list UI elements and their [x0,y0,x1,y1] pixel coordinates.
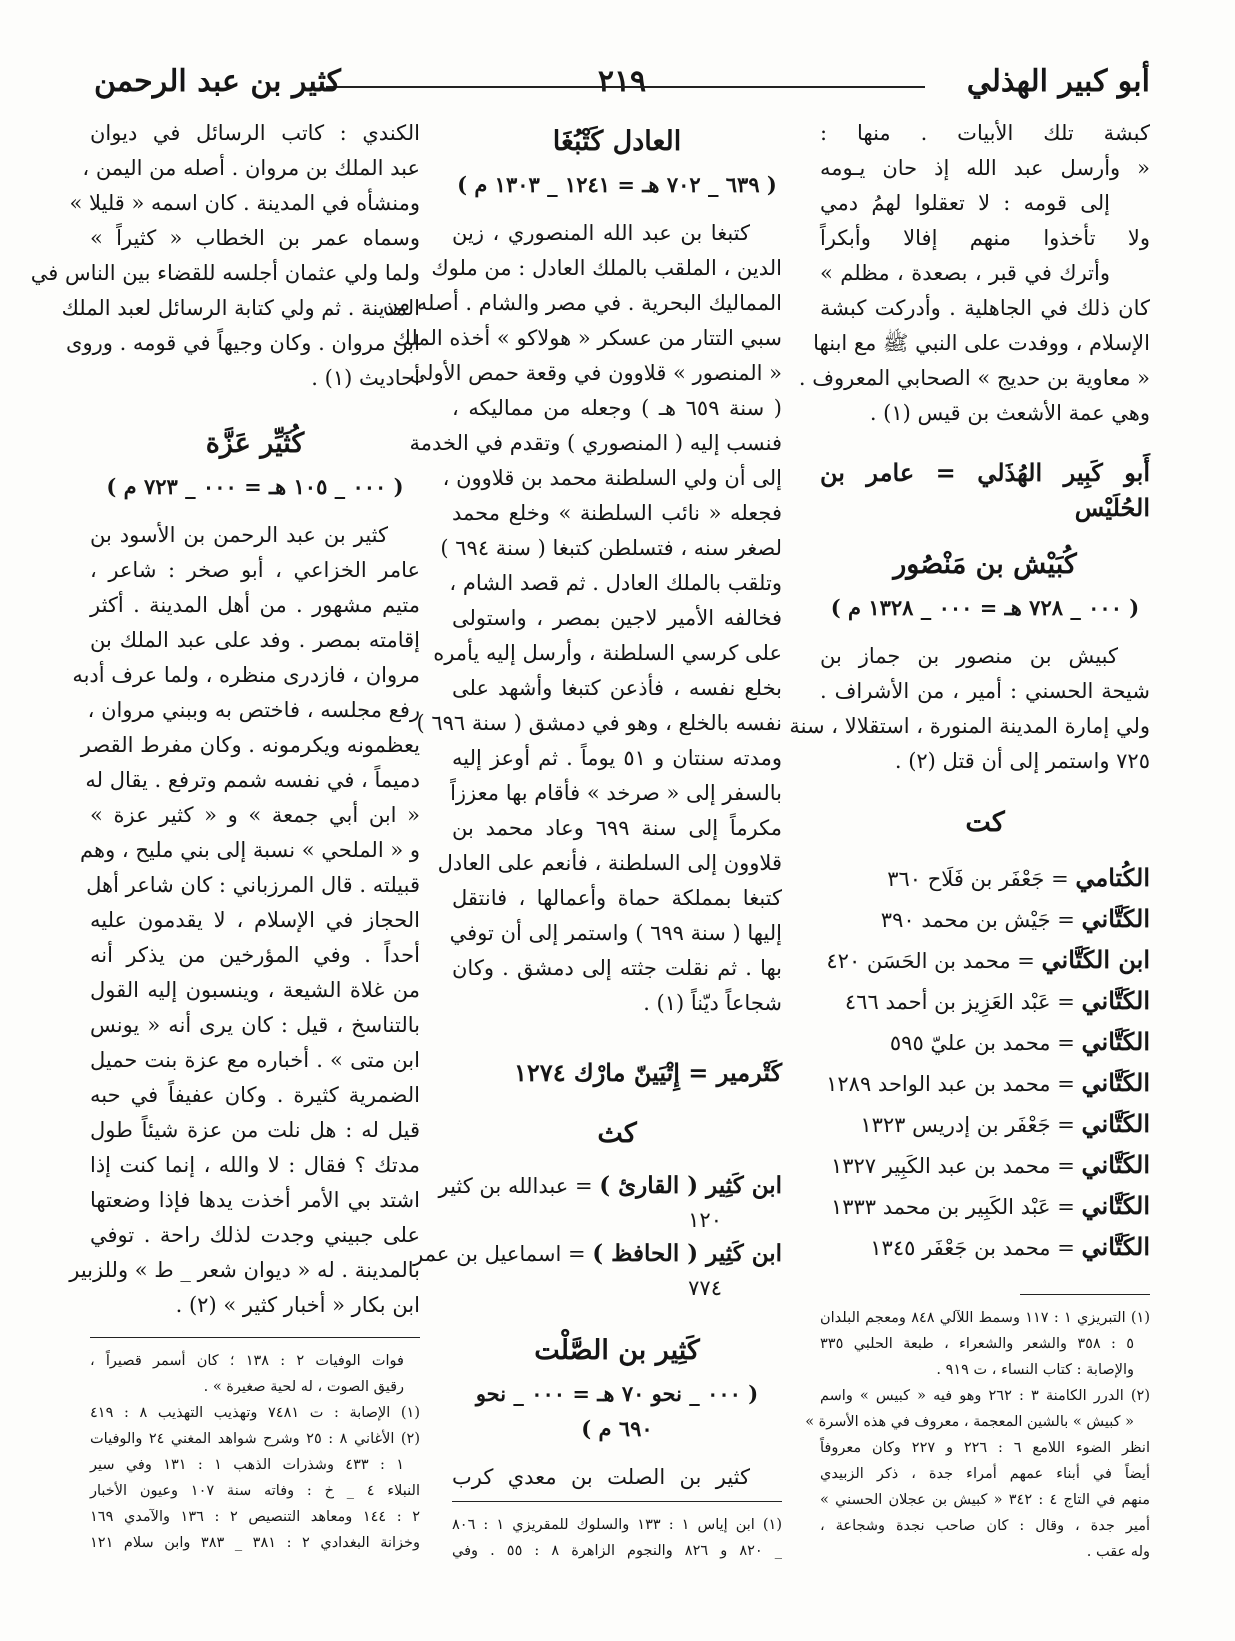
footnote-line: والإصابة : كتاب النساء ، ت ٩١٩ . [936,1362,1134,1378]
text-line: شجاعاً ديّناً (١) . [643,991,782,1015]
text-line: مروان ، فازدرى منظره ، ولما عرف أدبه [72,663,420,687]
entry-title-katbugha: العادل كَتْبُغَا [552,126,682,157]
xref-ref: جَيْش بن محمد ٣٩٠ [880,908,1051,932]
continued-entry-kindi [30,116,420,396]
footnote-line: أمير جدة ، وقال : كان صاحب نجدة وشجاعة ، [820,1518,1150,1534]
text-line: ومنشأه في المدينة . كان اسمه « قليلا » [69,191,420,215]
text-line: إلى أن ولي السلطنة محمد بن قلاوون ، [442,466,782,490]
footnote-line: (١) التبريزي ١ : ١١٧ وسمط اللآلي ٨٤٨ ومعجم البلدان [820,1310,1150,1326]
xref-item: الكَتَّاني = محمد بن عبد الكَبِير ١٣٢٧ [830,1150,1150,1179]
entry-dates-kathir-salt-cont: ٦٩٠ م ) [581,1416,653,1441]
text-line: على جبيني وجدت لذلك راحة . توفي [90,1223,420,1247]
text-line: « وأرسل عبد الله إذ حان يـومه [820,156,1150,180]
text-line: فخالفه الأمير لاجين بمصر ، واستولى [452,606,782,630]
text-line: الإسلام ، ووفدت على النبي ﷺ مع ابنها [813,331,1150,355]
crossref-quatremere: كَتْرمير = إِتْيَينّ مارْك ١٢٧٤ [514,1058,782,1087]
footnotes-right [805,1305,1151,1565]
footnote-rule [90,1337,420,1338]
footnote-line: (١) الإصابة : ت ٧٤٨١ وتهذيب التهذيب ٨ : ٤١٩ [90,1405,421,1421]
header-right-title: أبو كبير الهذلي [966,64,1150,99]
text-line: إلى قومه : لا تعقلوا لهمُ دمي [820,191,1110,215]
kattani-xref-list [820,858,1150,1268]
xref-name: ابن الكَتَّاني [1041,945,1150,974]
footnotes-middle [452,1512,782,1564]
text-line: قبيلته . قال المرزباني : كان شاعر أهل [86,873,420,897]
text-line: عبد الملك بن مروان . أصله من اليمن ، [82,156,420,180]
text-line: ابن بكار « أخبار كثير » (٢) . [175,1293,420,1317]
xref-ref: محمد بن عليّ ٥٩٥ [889,1031,1051,1055]
xref-line [438,1169,782,1203]
xref-name: الكُتامي [1075,863,1150,892]
xref-name: الكَتَّاني [1081,1027,1150,1056]
xref-ref: جَعْفَر بن فَلَاح ٣٦٠ [887,867,1045,891]
xref-item: الكَتَّاني = عَبْد الكَبِير بن محمد ١٣٣٣ [830,1191,1150,1220]
xref-ref: محمد بن الحَسَن ٤٢٠ [826,949,1011,973]
text-line: عامر الخزاعي ، أبو صخر : شاعر ، [90,558,420,582]
column-middle [382,116,783,1564]
text-line: من غلاة الشيعة ، وينسبون إليه القول [90,978,420,1002]
footnote-line: رقيق الصوت ، له لحية صغيرة » . [203,1379,404,1395]
page-number: ٢١٩ [597,64,647,99]
xref-number: ١٢٠ [688,1208,722,1232]
text-line: قلاوون إلى السلطنة ، فأنعم على العادل [437,851,782,875]
column-left [30,116,421,1556]
continued-entry [798,116,1150,431]
xref-name: الكَتَّاني [1081,1109,1150,1138]
footnote-line: النبلاء ٤ _ خ : وفاته سنة ١٠٧ وعيون الأخبار [90,1483,420,1499]
text-line: المماليك البحرية . في مصر والشام . أصله من [382,291,782,315]
text-line: و « الملحي » نسبة إلى بني مليح ، وهم [80,838,420,862]
text-line: كان ذلك في الجاهلية . وأدركت كبشة [820,296,1150,320]
text-line: المدينة . ثم ولي كتابة الرسائل لعبد الملك [61,296,420,320]
xref-ref: محمد بن عبد الكَبِير ١٣٢٧ [830,1154,1051,1178]
text-line: « ابن أبي جمعة » و « كثير عزة » [90,803,420,827]
text-line: كبيش بن منصور بن جماز بن [820,644,1118,668]
text-line: وسماه عمر بن الخطاب « كثيراً » [90,226,420,250]
footnote-line: (٢) الأغاني ٨ : ٢٥ وشرح شواهد المغني ٢٤ والوفيات [90,1431,420,1447]
xref-number: ٧٧٤ [688,1276,722,1300]
entry-body-kuthayyir [69,518,420,1323]
text-line: قيل له : هل نلت من عزة شيئاً طول [90,1118,420,1142]
running-header [94,64,1150,106]
xref-ref: = اسماعيل بن عمر [413,1242,586,1266]
text-line: مدتك ؟ فقال : لا والله ، إنما كنت إذا [90,1153,420,1177]
footnote-line: وله عقب . [1086,1544,1150,1560]
text-line: على كرسي السلطنة ، وأرسل إليه يأمره [433,641,782,665]
text-line: إقامته بمصر . وفد على عبد الملك بن [90,628,420,652]
xref-ref: جَعْفَر بن إدريس ١٣٢٣ [860,1113,1051,1137]
entry-dates-katbugha: ( ٦٣٩ _ ٧٠٢ هـ = ١٢٤١ _ ١٣٠٣ م ) [457,172,777,197]
footnote-line: « كبيش » بالشين المعجمة ، معروف في هذه الأسرة » [805,1414,1134,1430]
footnote-line: ٢ : ١٤٤ ومعاهد التنصيص ٢ : ١٣٦ والآمدي ١٦٩ [90,1509,421,1525]
footnote-rule [452,1501,782,1502]
entry-dates-kubaysh: ( ٠٠٠ _ ٧٢٨ هـ = ٠٠٠ _ ١٣٢٨ م ) [830,595,1140,620]
text-line: يعظمونه ويكرمونه . وكان مفرط القصر [80,733,420,757]
text-line: « المنصور » قلاوون في وقعة حمص الأولى [409,361,782,385]
text-line: بها . ثم نقلت جثته إلى دمشق . وكان [452,956,782,980]
footnote-rule [1020,1294,1150,1295]
text-line: « معاوية بن حديج » الصحابي المعروف . [798,366,1150,390]
ibn-kathir-xrefs [413,1169,782,1305]
entry-body-kubaysh [789,639,1150,779]
footnote-line: (٢) الدرر الكامنة ٣ : ٢٦٢ وهو فيه « كبيس » واسم [820,1388,1151,1404]
text-line: ولا تأخذوا منهم إفالا وأبكراً [820,226,1150,250]
footnote-line: انظر الضوء اللامع ٦ : ٢٢٦ و ٢٢٧ وكان معروفاً [820,1440,1150,1456]
text-line: ومدته سنتان و ٥١ يوماً . ثم أوعز إليه [452,746,782,770]
text-line: كتبغا بن عبد الله المنصوري ، زين [452,221,750,245]
footnote-line: (١) ابن إياس ١ : ١٣٣ والسلوك للمقريزي ١ : ٨٠٦ [452,1517,783,1533]
header-rule-left [326,86,692,88]
entry-body-katbugha [382,216,782,1021]
text-line: ابن متى » . أخباره مع عزة بنت حميل [90,1048,420,1072]
footnote-line: _ ٨٢٠ و ٨٢٦ والنجوم الزاهرة ٨ : ٥٥ . وفي [452,1543,783,1559]
text-line: كثير بن الصلت بن معدي كرب [452,1465,750,1489]
text-line: كبشة تلك الأبيات . منها : [820,121,1150,145]
xref-name: الكَتَّاني [1081,904,1150,933]
text-line: بخلع نفسه ، فأذعن كتبغا وأشهد على [452,676,782,700]
xref-ref: عَبْد الكَبِير بن محمد ١٣٣٣ [830,1195,1051,1219]
text-line: كثير بن عبد الرحمن بن الأسود بن [90,523,388,547]
entry-title-kubaysh: كُبَيْش بن مَنْصُور [893,549,1077,580]
footnote-line: ١ : ٤٣٣ وشذرات الذهب ١ : ١٣١ وفي سير [90,1457,405,1473]
xref-line [413,1237,782,1271]
xref-name: الكَتَّاني [1081,1150,1150,1179]
entry-title-kuthayyir: كُثَيِّر عَزَّة [205,428,305,459]
text-line: ولما ولي عثمان أجلسه للقضاء بين الناس في [30,261,420,285]
xref-ref: عَبْد العَزِيز بن أحمد ٤٦٦ [844,990,1051,1014]
text-line: بالسفر إلى « صرخد » فأقام بها معززاً [450,781,782,805]
text-line: بالمدينة . له « ديوان شعر _ ط » وللزبير [69,1258,420,1282]
text-line: أحداً . وفي المؤرخين من يذكر أنه [90,943,420,967]
text-line: سبي التتار من عسكر « هولاكو » أخذه الملك [393,326,782,350]
xref-item: الكُتامي = جَعْفَر بن فَلَاح ٣٦٠ [887,863,1150,892]
text-line: كتبغا بمملكة حماة وأعمالها ، فانتقل [452,886,782,910]
text-line: مكرماً إلى سنة ٦٩٩ وعاد محمد بن [452,816,782,840]
text-line: لصغر سنه ، فتسلطن كتبغا ( سنة ٦٩٤ ) [440,536,782,560]
text-line: الكندي : كاتب الرسائل في ديوان [90,121,420,145]
xref-name: الكَتَّاني [1081,1232,1150,1261]
xref-name: الكَتَّاني [1081,1191,1150,1220]
text-line: الحجاز في الإسلام ، لا يقدمون عليه [90,908,420,932]
text-line: ( سنة ٦٥٩ هـ ) وجعله من مماليكه ، [452,396,782,420]
xref-name: الكَتَّاني [1081,1068,1150,1097]
footnote-line: أيضاً في أبناء عمهم أمراء جدة ، ذكر الزبيدي [820,1466,1150,1482]
footnote-line: منهم في التاج ٤ : ٣٤٢ « كبيش بن عجلان الحسني » [820,1492,1151,1508]
footnote-line: وخزانة البغدادي ٢ : ٣٨١ _ ٣٨٣ وابن سلام ١٢١ [90,1535,420,1551]
text-line: ولي إمارة المدينة المنورة ، استقلالا ، سنة [789,714,1150,738]
footnotes-left [90,1348,420,1556]
xref-item: ابن الكَتَّاني = محمد بن الحَسَن ٤٢٠ [826,945,1150,974]
text-line: الدين ، الملقب بالملك العادل : من ملوك [431,256,782,280]
footnote-line: ٥ : ٣٥٨ والشعر والشعراء ، طبعة الحلبي ٣٣٥ [820,1336,1134,1352]
text-line: فجعله « نائب السلطنة » وخلع محمد [452,501,782,525]
xref-name: ابن كَثِير ( القارئ ) [599,1172,782,1199]
text-line: فنسب إليه ( المنصوري ) وتقدم في الخدمة [409,431,782,455]
section-head-kth: كث [597,1118,637,1149]
text-line: وأترك في قبر ، بصعدة ، مظلم » [820,261,1110,285]
xref-name: ابن كَثِير ( الحافظ ) [592,1240,782,1267]
xref-ref: محمد بن جَعْفَر ١٣٤٥ [870,1236,1051,1260]
xref-ref: = عبدالله بن كثير [438,1174,593,1198]
text-line: وهي عمة الأشعث بن قيس (١) . [869,401,1150,425]
xref-item: الكَتَّاني = عَبْد العَزِيز بن أحمد ٤٦٦ [844,986,1150,1015]
footnote-line: فوات الوفيات ٢ : ١٣٨ ؛ كان أسمر قصيراً ، [90,1353,404,1369]
xref-item: الكَتَّاني = جَيْش بن محمد ٣٩٠ [880,904,1150,933]
text-line: اشتد بي الأمر أخذت يدها فإذا وضعتها [90,1188,420,1212]
text-line: أحاديث (١) . [311,366,420,390]
text-line: الضمرية كثيرة . وكان عفيفاً في حبه [90,1083,420,1107]
xref-item: الكَتَّاني = جَعْفَر بن إدريس ١٣٢٣ [860,1109,1150,1138]
xref-item: الكَتَّاني = محمد بن عليّ ٥٩٥ [889,1027,1150,1056]
text-line: نفسه بالخلع ، وهو في دمشق ( سنة ٦٩٦ ) [416,711,782,735]
entry-title-kathir-salt: كَثِير بن الصَّلْت [534,1335,700,1366]
text-line: شيحة الحسني : أمير ، من الأشراف . [820,679,1150,703]
text-line: وتلقب بالملك العادل . ثم قصد الشام ، [449,571,782,595]
text-line: دميماً ، في نفسه شمم وترفع . يقال له [85,768,420,792]
text-line: ابن مروان . وكان وجيهاً في قومه . وروى [66,331,420,355]
column-right [789,116,1151,1565]
header-left-title: كثير بن عبد الرحمن [94,64,341,99]
text-line: رفع مجلسه ، فاختص به وببني مروان ، [87,698,420,722]
section-head-kt: كت [965,807,1005,838]
crossref-abu-kabir: أَبو كَبِير الهُذَلي = عامر بن الحُلَيْس [820,458,1150,522]
xref-name: الكَتَّاني [1081,986,1150,1015]
text-line: إليها ( سنة ٦٩٩ ) واستمر إلى أن توفي [449,921,782,945]
xref-ref: محمد بن عبد الواحد ١٢٨٩ [826,1072,1051,1096]
text-line: بالتناسخ ، قيل : كان يرى أنه « يونس [90,1013,420,1037]
entry-dates-kuthayyir: ( ٠٠٠ _ ١٠٥ هـ = ٠٠٠ _ ٧٢٣ م ) [106,474,404,499]
text-line: ٧٢٥ واستمر إلى أن قتل (٢) . [894,749,1150,773]
text-line: متيم مشهور . من أهل المدينة . أكثر [90,593,420,617]
xref-item: الكَتَّاني = محمد بن عبد الواحد ١٢٨٩ [826,1068,1150,1097]
entry-dates-kathir-salt: ( ٠٠٠ _ نحو ٧٠ هـ = ٠٠٠ _ نحو [475,1381,759,1406]
xref-item: الكَتَّاني = محمد بن جَعْفَر ١٣٤٥ [870,1232,1150,1261]
